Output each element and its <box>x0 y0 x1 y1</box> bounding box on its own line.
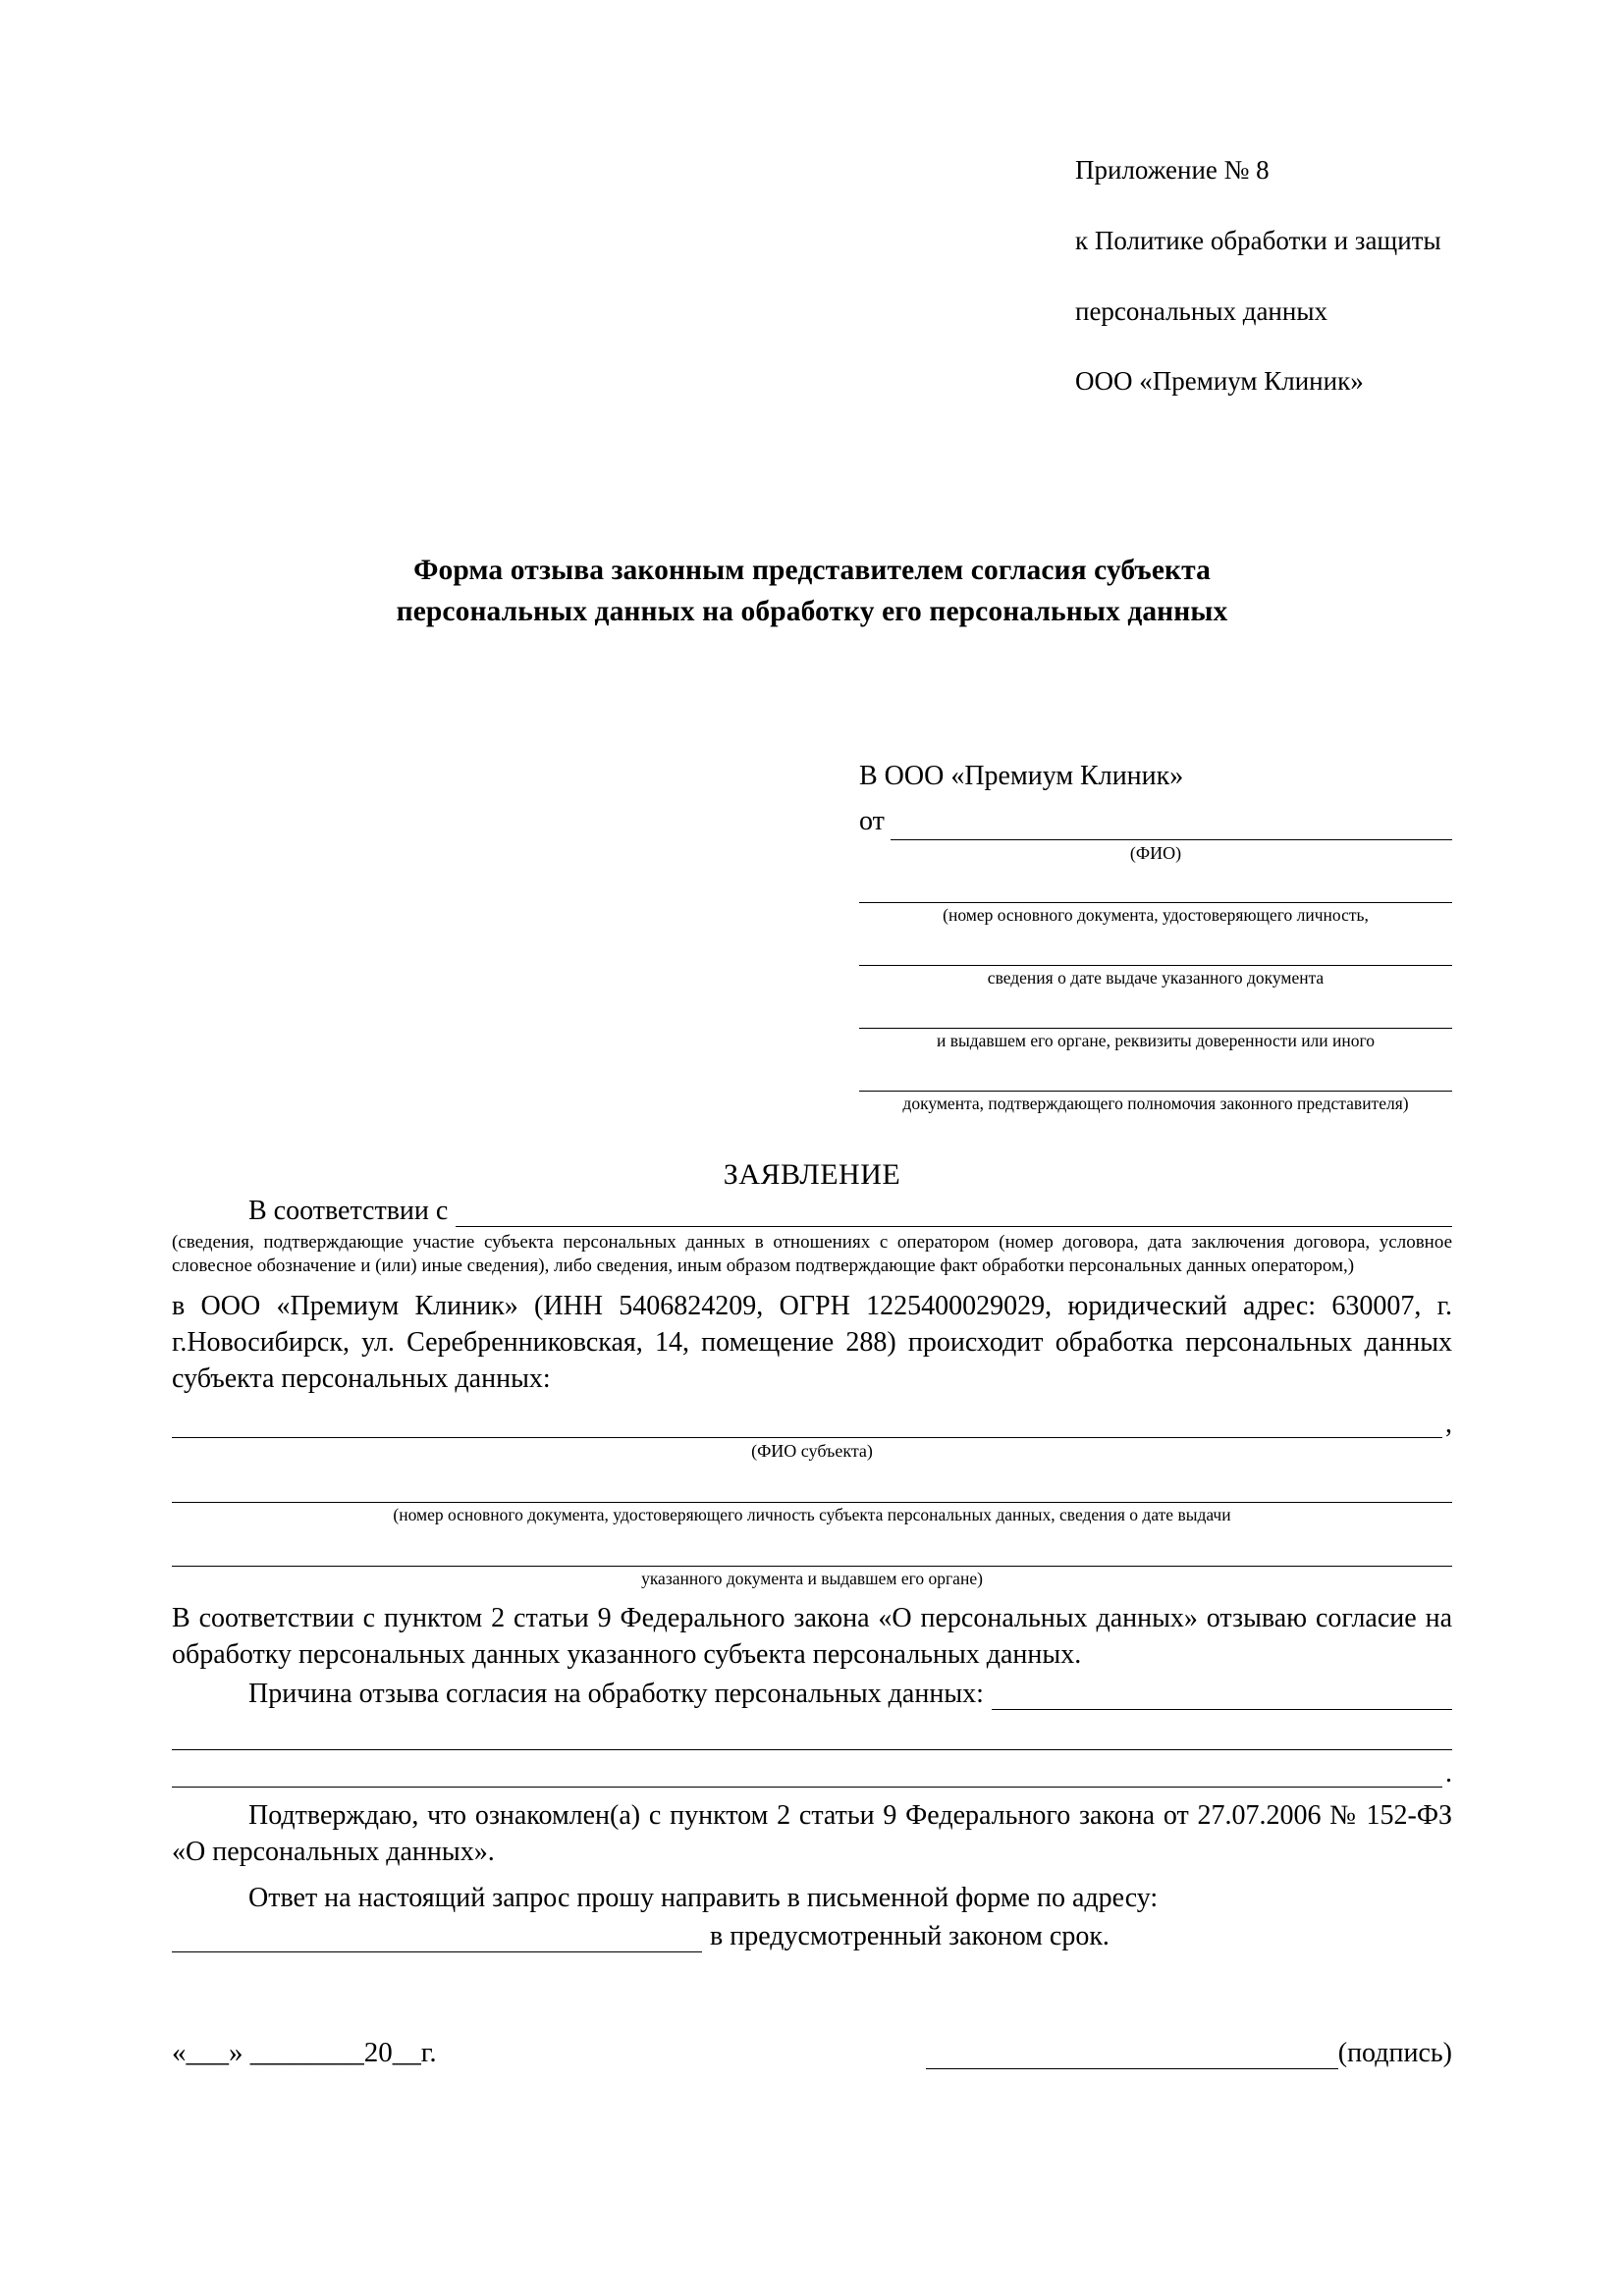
from-label: от <box>859 806 885 837</box>
caption-contract-details: (сведения, подтверждающие участие субъекта персональных данных в отношениях с оператором (номер договора, дата заключения договора, условное словесное обозначение и (или) иные сведения), либо сведения, иным образом подтверждающие факт обработки персональных данных оператором,) <box>172 1231 1452 1276</box>
policy-reference-line-1: к Политике обработки и защиты <box>1075 225 1441 255</box>
confirmation-paragraph: Подтверждаю, что ознакомлен(а) с пунктом 2 статьи 9 Федерального закона от 27.07.2006 № 152-ФЗ «О персональных данных». <box>172 1799 1452 1868</box>
caption-fio: (ФИО) <box>1129 842 1182 863</box>
signature-field[interactable] <box>926 2043 1338 2069</box>
date-field[interactable]: «___» ________20__г. <box>172 2036 437 2068</box>
intro-label: В соответствии с <box>248 1195 449 1226</box>
reason-field-2[interactable] <box>172 1720 1452 1750</box>
caption-subject-document-2: указанного документа и выдавшем его органе) <box>641 1568 983 1588</box>
answer-address-tail: в предусмотренный законом срок. <box>710 1920 1110 1951</box>
reason-row-3 <box>172 1757 1452 1789</box>
reason-row <box>172 1679 1452 1710</box>
caption-signature: (подпись) <box>1337 2037 1452 2068</box>
subject-name-row <box>172 1411 1452 1438</box>
appendix-header <box>1075 118 1452 435</box>
caption-subject-document-1: (номер основного документа, удостоверяющего личность субъекта персональных данных, сведения о дате выдачи <box>393 1504 1231 1524</box>
policy-reference-line-2: персональных данных <box>1075 295 1327 326</box>
caption-document-3: и выдавшем его органе, реквизиты доверенности или иного <box>936 1030 1376 1050</box>
reason-field-3[interactable] <box>172 1761 1442 1788</box>
reason-field-1[interactable] <box>992 1683 1452 1710</box>
signature-row <box>172 2037 1452 2069</box>
statement-heading: ЗАЯВЛЕНИЕ <box>723 1157 901 1191</box>
signature-area <box>731 2038 1452 2069</box>
caption-subject-fio: (ФИО субъекта) <box>751 1441 873 1462</box>
applicant-document-field-1[interactable] <box>859 873 1452 903</box>
address-row <box>172 1921 1452 1952</box>
from-row <box>859 804 1452 839</box>
reason-label: Причина отзыва согласия на обработку персональных данных: <box>248 1678 984 1709</box>
answer-paragraph: Ответ на настоящий запрос прошу направить в письменной форме по адресу: <box>248 1883 1159 1914</box>
withdraw-paragraph: В соответствии с пунктом 2 статьи 9 Федерального закона «О персональных данных» отзываю согласие на обработку персональных данных указанного субъекта персональных данных. <box>172 1602 1452 1670</box>
caption-document-4: документа, подтверждающего полномочия законного представителя) <box>902 1093 1409 1113</box>
reason-period: . <box>1445 1757 1452 1789</box>
addressee-organization: В ООО «Премиум Клиник» <box>859 760 1184 791</box>
subject-document-field-2[interactable] <box>172 1536 1452 1567</box>
page-title-line-2: персональных данных на обработку его персональных данных <box>396 596 1228 628</box>
answer-address-field[interactable] <box>172 1926 702 1952</box>
appendix-number: Приложение № 8 <box>1075 154 1270 185</box>
page-title-line-1: Форма отзыва законным представителем согласия субъекта <box>413 555 1211 587</box>
applicant-document-field-3[interactable] <box>859 998 1452 1029</box>
page-title <box>172 551 1452 633</box>
organization-name: ООО «Премиум Клиник» <box>1075 366 1364 397</box>
applicant-document-field-4[interactable] <box>859 1061 1452 1092</box>
subject-name-comma: , <box>1445 1409 1452 1440</box>
applicant-document-field-2[interactable] <box>859 935 1452 966</box>
caption-document-2: сведения о дате выдаче указанного документа <box>987 968 1325 988</box>
intro-row <box>172 1196 1452 1227</box>
subject-name-field[interactable] <box>172 1412 1442 1438</box>
applicant-name-field[interactable] <box>891 814 1452 840</box>
caption-document-1: (номер основного документа, удостоверяющего личность, <box>943 905 1369 926</box>
operator-paragraph: в ООО «Премиум Клиник» (ИНН 5406824209, ОГРН 1225400029029, юридический адрес: 630007, г. г.Новосибирск, ул. Серебренниковская, 14, помещение 288) происходит обработка персональных данных субъекта персональных данных: <box>172 1290 1452 1395</box>
contract-details-field[interactable] <box>456 1201 1452 1227</box>
addressee-block <box>859 759 1452 1115</box>
subject-document-field-1[interactable] <box>172 1472 1452 1503</box>
